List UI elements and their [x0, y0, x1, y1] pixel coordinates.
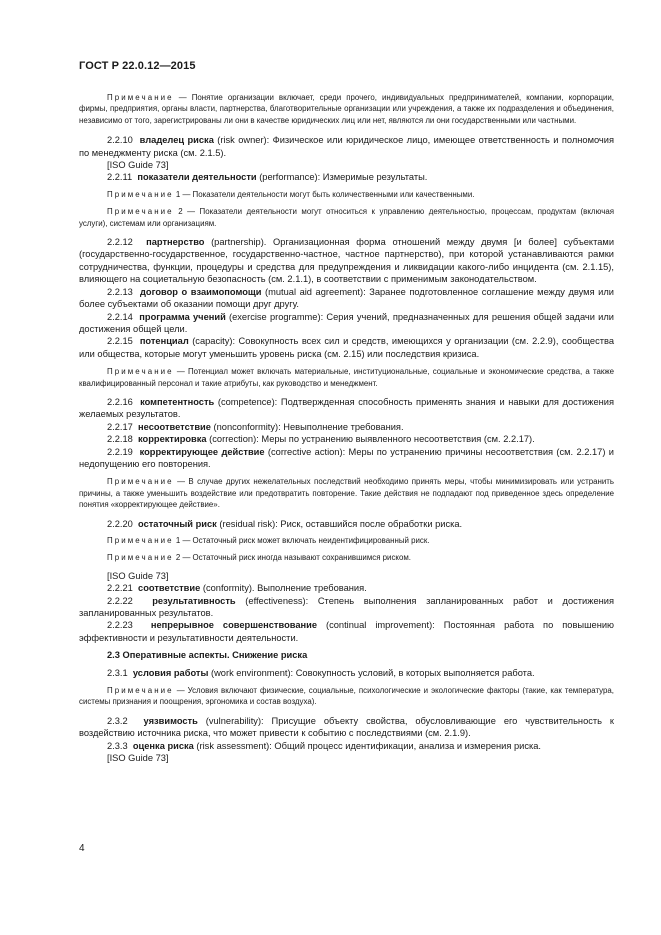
term: соответствие [138, 583, 201, 594]
definition-text: (nonconformity): Невыполнение требования. [210, 421, 404, 432]
clause-number: 2.2.18 [107, 434, 133, 445]
spacer [79, 708, 614, 715]
term: остаточный риск [138, 518, 217, 529]
spacer [79, 126, 614, 134]
term: корректирующее действие [139, 446, 265, 457]
note-paragraph [79, 189, 614, 200]
clause-number: 2.2.12 [107, 237, 133, 248]
note-text: — Условия включают физические, социальные, психологические и экологические факторы (такие, как температура, системы признания и поощрения, эргономика и состав воздуха). [79, 686, 614, 707]
clause-number: 2.2.10 [107, 135, 133, 146]
page-number: 4 [79, 843, 85, 854]
definition-text: (work environment): Совокупность условий, в которых выполняется работа. [208, 667, 535, 678]
note-label: Примечание [107, 686, 174, 696]
spacer [79, 389, 614, 396]
term: показатели деятельности [137, 172, 257, 183]
note-text: — Показатели деятельности могут быть количественными или качественными. [180, 189, 475, 199]
term: результативность [152, 595, 236, 606]
note-text: — Потенциал может включать материальные, институциональные, социальные и экономические средства, а также квалифицированный персонал и такие атрибуты, как руководство и менеджмент. [79, 367, 614, 388]
section-heading: 2.3 Оперативные аспекты. Снижение риска [107, 650, 308, 661]
clause-number: 2.3.2 [107, 715, 128, 726]
clause-number: 2.2.22 [107, 595, 133, 606]
note-paragraph [79, 206, 614, 229]
note-label: Примечание [107, 367, 174, 377]
term: корректировка [138, 434, 207, 445]
note-paragraph [79, 476, 614, 510]
note-label: Примечание [107, 189, 174, 199]
definition-text: (exercise programme): Серия учений, предназначенных для решения общей задачи или достижения общей цели. [79, 311, 614, 334]
definition-text: (partnership). Организационная форма отношений между двумя [и более] субъектами (государственно-государственное, государственно-частное, частное партнерство), при которой устанавливаются рамки сотрудничества, функции, процедуры и средства для предупреждения и ликвидации какого-либо инцидента (см. 2.1.15), влияющего на социетальную безопасность (см. 2.1.1), в соответствии с применимым законодательством. [79, 237, 615, 285]
note-label: Примечание [107, 553, 174, 563]
reference-line: [ISO Guide 73] [107, 160, 169, 171]
definition-text: (competence): Подтвержденная способность применять знания и навыки для достижения желаемых результатов. [79, 396, 614, 420]
definition-text: (conformity). Выполнение требования. [200, 583, 367, 594]
reference-line: [ISO Guide 73] [107, 753, 169, 764]
clause-number: 2.2.11 [107, 172, 133, 183]
note-paragraph [79, 92, 614, 126]
definition-paragraph [79, 134, 614, 159]
note-paragraph [79, 552, 614, 563]
term: потенциал [139, 336, 189, 347]
reference-line: [ISO Guide 73] [107, 570, 169, 581]
term: владелец риска [139, 135, 214, 146]
clause-number: 2.2.16 [107, 396, 133, 407]
definition-text: (vulnerability): Присущие объекту свойства, обусловливающие его чувствительность к воздействию источника риска, что может привести к событию с последствиями (см. 2.1.9). [79, 715, 614, 739]
spacer [79, 511, 614, 518]
note-text: — В случае других нежелательных последствий необходимо принять меры, чтобы минимизировать или устранить причины, а также уменьшить воздействие или предотвратить повторение. Такие действия не подпадают под приведенное здесь определение понятия «корректирующее действие». [79, 477, 614, 510]
clause-number: 2.2.21 [107, 583, 133, 594]
definition-paragraph [79, 236, 614, 286]
definition-paragraph [79, 740, 614, 752]
definition-paragraph [79, 715, 614, 740]
term: оценка риска [132, 740, 194, 751]
clause-number: 2.2.20 [107, 518, 133, 529]
document-header: ГОСТ Р 22.0.12—2015 [79, 60, 196, 72]
note-label: Примечание [107, 477, 174, 487]
note-text: — Понятие организации включает, среди прочего, индивидуальных предпринимателей, компании, корпорации, фирмы, предприятия, органы власти, партнерства, благотворительные организации или учреждения, а также их подразделения и объединения, независимо от того, зарегистрированы ли они в качестве юридических лиц или нет, являются ли они государственными или частными. [79, 93, 614, 125]
note-number: 1 [173, 536, 181, 545]
definition-paragraph [79, 311, 614, 336]
spacer [79, 229, 614, 236]
definition-text: (correction): Меры по устранению выявленного несоответствия (см. 2.2.17). [206, 434, 535, 445]
definition-text: (residual risk): Риск, оставшийся после обработки риска. [216, 518, 463, 529]
definition-text: (continual improvement): Постоянная работа по повышению эффективности и результативности деятельности. [79, 620, 614, 643]
clause-number: 2.2.15 [107, 336, 133, 347]
note-label: Примечание [107, 536, 174, 545]
definition-paragraph [79, 518, 614, 530]
definition-paragraph [79, 582, 614, 594]
definition-paragraph [79, 421, 614, 433]
term: компетентность [140, 396, 215, 407]
definition-paragraph [79, 446, 614, 471]
document-body [79, 92, 614, 765]
definition-text: (mutual aid agreement): Заранее подготовленное соглашение между двумя или более субъектами об оказании помощи друг другу. [79, 286, 614, 310]
term: условия работы [132, 667, 209, 678]
clause-number: 2.2.14 [107, 311, 133, 322]
note-text: — Показатели деятельности могут относиться к управлению деятельностью, процессам, продуктам (включая услуги), системам или организациям. [79, 207, 614, 228]
definition-text: (corrective action): Меры по устранению причины несоответствия (см. 2.2.17) и недопущению его повторения. [79, 446, 614, 469]
note-text: — Остаточный риск может включать неидентифицированный риск. [180, 536, 430, 545]
note-paragraph [79, 535, 614, 546]
term: договор о взаимопомощи [139, 286, 262, 297]
definition-text: (capacity): Совокупность всех сил и средств, имеющихся у организации (см. 2.2.9), сообщества или общества, которые могут уменьшить уровень риска (см. 2.15) или последствия кризиса. [79, 336, 615, 359]
term: партнерство [146, 237, 205, 248]
definition-paragraph [79, 619, 614, 644]
definition-paragraph [79, 667, 614, 679]
definition-text: (risk owner): Физическое или юридическое лицо, имеющее ответственность и полномочия по менеджменту риска (см. 2.1.5). [79, 135, 614, 158]
definition-text: (effectiveness): Степень выполнения запланированных работ и достижения запланированных результатов. [79, 595, 614, 619]
note-paragraph [79, 685, 614, 708]
term: уязвимость [143, 715, 198, 726]
note-label: Примечание [107, 207, 174, 217]
definition-text: (performance): Измеримые результаты. [256, 172, 428, 183]
definition-paragraph [79, 286, 614, 311]
term: программа учений [139, 311, 226, 322]
clause-number: 2.3.1 [107, 667, 128, 678]
definition-paragraph [79, 396, 614, 421]
clause-number: 2.2.23 [107, 620, 133, 631]
note-number: 1 [173, 189, 181, 199]
note-paragraph [79, 366, 614, 389]
note-number: 2 [173, 553, 181, 563]
definition-paragraph [79, 335, 614, 360]
definition-text: (risk assessment): Общий процесс идентификации, анализа и измерения риска. [193, 740, 542, 751]
note-label: Примечание [107, 93, 174, 102]
definition-paragraph [79, 433, 614, 445]
definition-paragraph [79, 171, 614, 183]
clause-number: 2.2.19 [107, 446, 133, 457]
note-number: 2 [173, 207, 183, 217]
note-text: — Остаточный риск иногда называют сохранившимся риском. [180, 553, 411, 563]
definition-paragraph [79, 595, 614, 620]
term: несоответствие [138, 421, 211, 432]
clause-number: 2.2.13 [107, 286, 133, 297]
term: непрерывное совершенствование [150, 620, 318, 631]
clause-number: 2.2.17 [107, 421, 133, 432]
clause-number: 2.3.3 [107, 740, 128, 751]
